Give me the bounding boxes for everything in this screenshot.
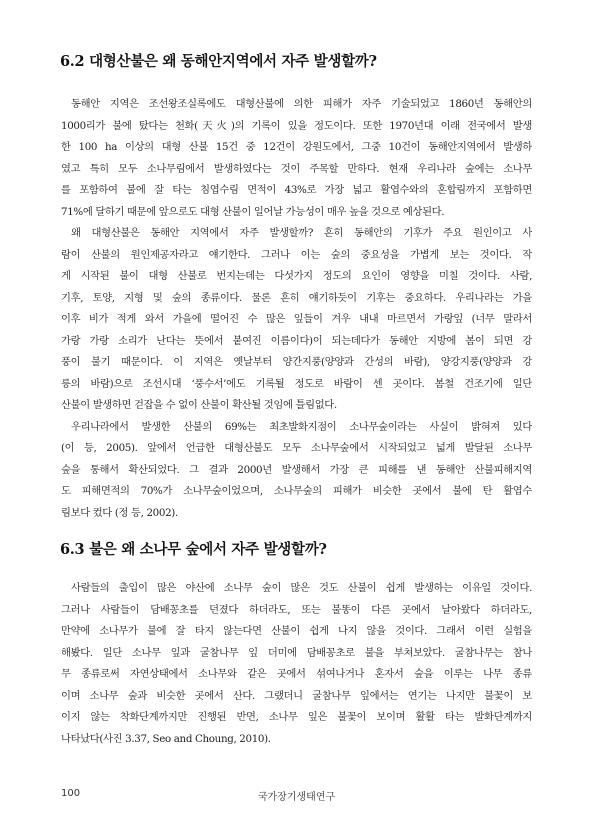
text-line: 숲을 통해서 확산되었다. 그 결과 2000년 발생해서 가장 큰 피해를 낸 동해안 산불피해지역 bbox=[61, 463, 532, 476]
text-line: 를 포함하여 불에 잘 타는 침엽수림 면적이 43%로 가장 넓고 활엽수와의 혼합림까지 포함하면 bbox=[61, 184, 532, 196]
text-line: (이 등, 2005). 앞에서 언급한 대형산불도 모두 소나무숲에서 시작되었고 넓게 발달된 소나무 bbox=[61, 442, 532, 454]
text-line: 이며 소나무 숲과 비슷한 곳에서 산다. 그랬더니 굴참나무 잎에서는 연기는 나지만 불꽃이 보 bbox=[61, 689, 532, 702]
text-line: 가랑 가랑 소리가 난다는 뜻에서 붙여진 이름이다)이 되는데다가 동해안 지방에 봄이 되면 강 bbox=[61, 334, 532, 347]
text-line: 도 피해면적의 70%가 소나무숲이었으며, 소나무숲의 피해가 비슷한 곳에서 불에 탄 활엽수 bbox=[61, 485, 532, 497]
text-line: 이후 비가 적게 와서 가을에 떨어진 수 많은 잎들이 겨우 내내 마르면서 가랑잎 (너무 말라서 bbox=[61, 313, 532, 325]
text-line: 그러나 사람들이 담배꽁초를 던졌다 하더라도, 또는 불똥이 다른 곳에서 날아왔다 하더라도, bbox=[61, 603, 532, 616]
text-line: 였고 특히 모두 소나무림에서 발생하였다는 것이 주목할 만하다. 현재 우리나라 숲에는 소나무 bbox=[61, 162, 532, 175]
text-line: 만약에 소나무가 불에 잘 타지 않는다면 산불이 쉽게 나지 않을 것이다. 그래서 이런 실험을 bbox=[61, 625, 532, 637]
page-number: 100 bbox=[61, 788, 81, 799]
section-heading-6-2: 6.2 대형산불은 왜 동해안지역에서 자주 발생할까? bbox=[60, 53, 377, 70]
text-line: 림보다 컸다 (정 등, 2002). bbox=[61, 506, 178, 519]
text-line: 71%에 달하기 때문에 앞으로도 대형 산불이 일어날 가능성이 매우 높을 것으로 예상된다. bbox=[61, 205, 445, 218]
text-line: 사람들의 출입이 많은 야산에 소나무 숲이 많은 것도 산불이 쉽게 발생하는 이유일 것이다. bbox=[71, 582, 532, 594]
text-line: 1000리가 불에 탔다는 천화(天火)의 기록이 있을 정도이다. 또한 1970년대 이래 전국에서 발생 bbox=[61, 119, 532, 132]
text-line: 우리나라에서 발생한 산불의 69%는 최초발화지점이 소나무숲이라는 사실이 밝혀져 있다 bbox=[71, 420, 532, 433]
section-heading-6-3: 6.3 불은 왜 소나무 숲에서 자주 발생할까? bbox=[60, 541, 327, 558]
text-line: 산불이 발생하면 걷잡을 수 없이 산불이 확산될 것임에 틀림없다. bbox=[61, 399, 337, 411]
text-line: 풍이 불기 때문이다. 이 지역은 옛날부터 양간지풍(양양과 간성의 바람), 양강지풍(양양과 강 bbox=[61, 356, 532, 368]
publication-name: 국가장기생태연구 bbox=[257, 792, 336, 803]
text-line: 무 종류로써 자연상태에서 소나무와 같은 곳에서 섞여나거나 혼자서 숲을 이루는 나무 종류 bbox=[61, 668, 532, 680]
text-line: 해봤다. 일단 소나무 잎과 굴참나무 잎 더미에 담배꽁초로 불을 부쳐보았다. 굴참나무는 참나 bbox=[61, 646, 532, 659]
text-line: 한 100 ha 이상의 대형 산불 15건 중 12건이 강원도에서, 그중 10건이 동해안지역에서 발생하 bbox=[61, 141, 532, 153]
text-line: 게 시작된 불이 대형 산불로 번지는데는 다섯가지 정도의 요인이 영향을 미칠 것이다. 사람, bbox=[61, 270, 532, 282]
text-line: 나타났다(사진 3.37, Seo and Choung, 2010). bbox=[61, 732, 271, 745]
section-6-3-body bbox=[61, 578, 532, 750]
text-line: 릉의 바람)으로 조선시대 ‘풍수서’에도 기록될 정도로 바람이 센 곳이다. 봄철 건조기에 일단 bbox=[61, 377, 532, 390]
text-line: 왜 대형산불은 동해안 지역에서 자주 발생할까? 흔히 동해안의 기후가 주요 원인이고 사 bbox=[71, 227, 532, 239]
text-line: 동해안 지역은 조선왕조실록에도 대형산불에 의한 피해가 자주 기술되었고 1860년 동해안의 bbox=[71, 98, 532, 110]
section-6-2-body bbox=[61, 94, 532, 524]
text-line: 기후, 토양, 지형 및 숲의 종류이다. 물론 흔히 얘기하듯이 기후는 중요하다. 우리나라는 가을 bbox=[61, 291, 532, 304]
text-line: 이지 않는 착화단계까지만 진행된 반면, 소나무 잎은 불꽃이 보이며 활활 타는 발화단계까지 bbox=[61, 711, 532, 723]
text-line: 람이 산불의 원인제공자라고 얘기한다. 그러나 이는 숲의 중요성을 가볍게 보는 것이다. 작 bbox=[61, 248, 532, 261]
